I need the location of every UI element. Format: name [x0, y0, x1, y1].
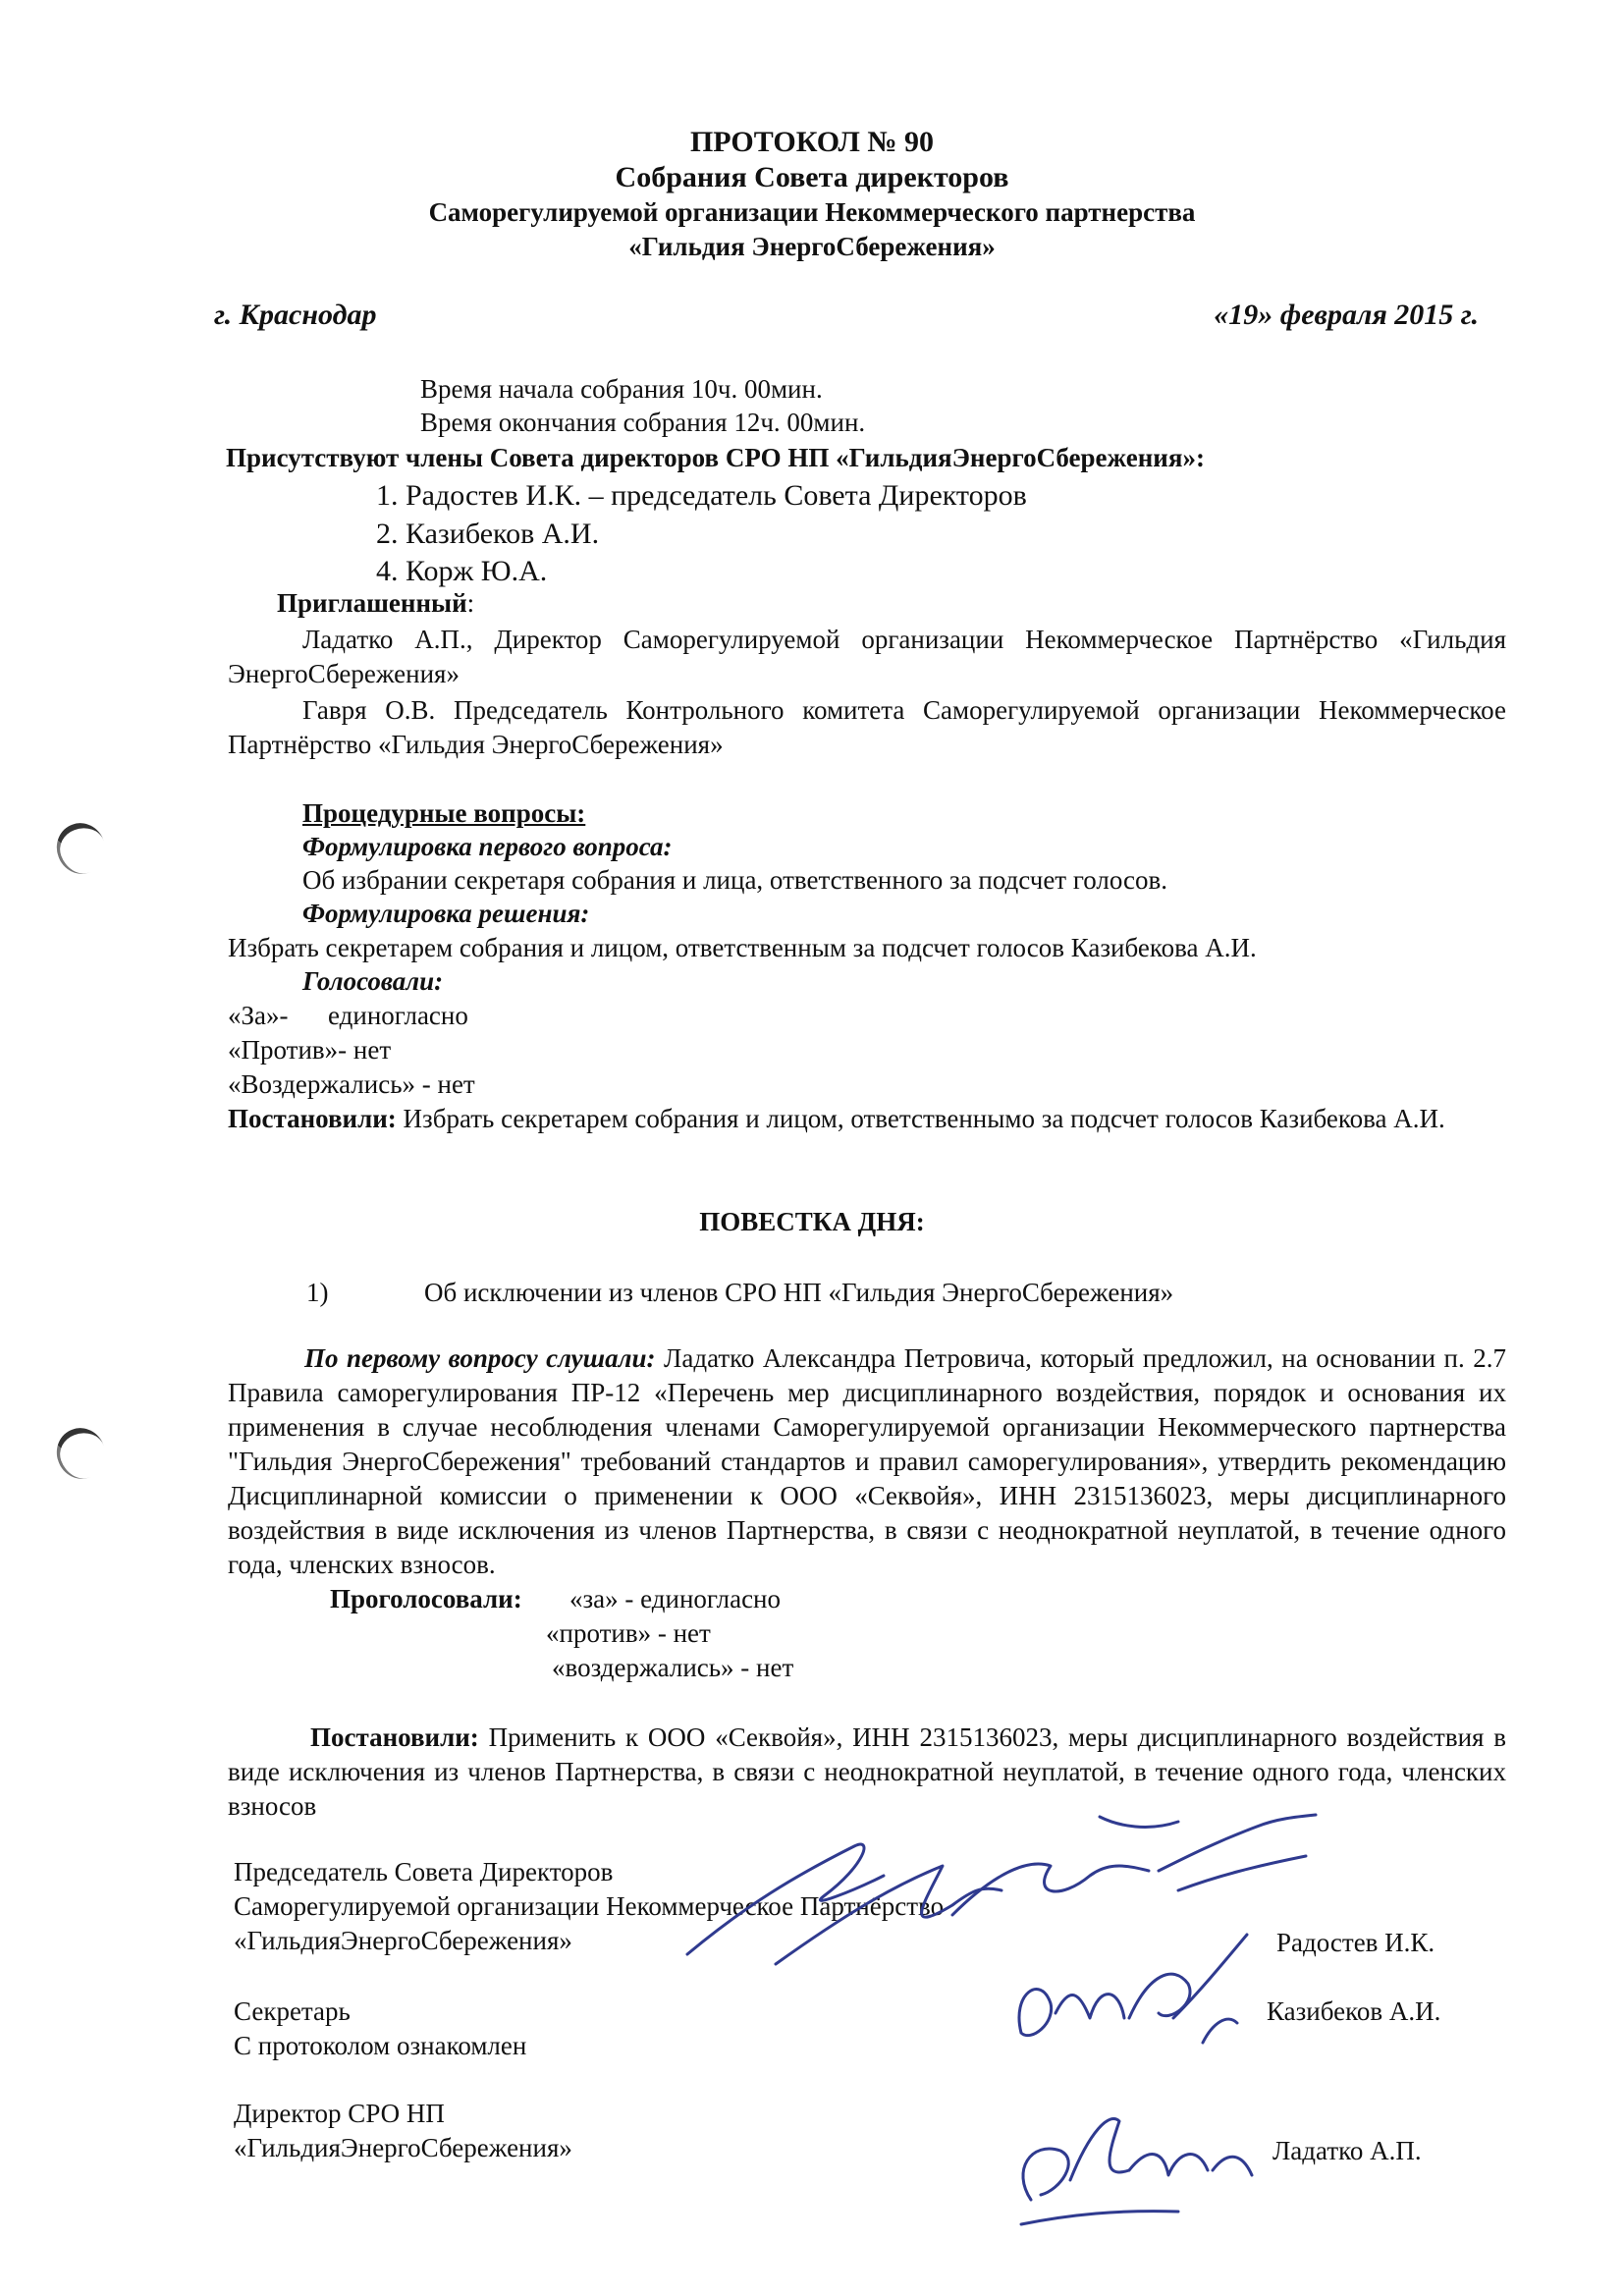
- member-1: 1. Радостев И.К. – председатель Совета Директоров: [376, 479, 1027, 512]
- place: г. Краснодар: [214, 299, 377, 331]
- decision-label: Формулировка решения:: [302, 899, 590, 928]
- secretary-title-1: Секретарь: [234, 1996, 351, 2026]
- vote-against: «Против»- нет: [228, 1035, 392, 1065]
- q1-heard-label: По первому вопросу слушали:: [304, 1343, 656, 1373]
- vote-for: «За»- единогласно: [228, 1001, 468, 1030]
- chair-title-2: Саморегулируемой организации Некоммерческое Партнёрство: [234, 1891, 945, 1921]
- q1-resolved-label: Постановили:: [310, 1722, 479, 1752]
- present-heading: Присутствуют члены Совета директоров СРО НП «ГильдияЭнергоСбережения»:: [226, 443, 1205, 472]
- resolved-text: Избрать секретарем собрания и лицом, ответственнымо за подсчет голосов Казибекова А.И.: [403, 1104, 1445, 1133]
- q1-resolved-text: Применить к ООО «Секвойя», ИНН 2315136023, меры дисциплинарного воздействия в виде исключения из членов Партнерства, в связи с неоднократной неуплатой, в течение одного года, членских взносов: [228, 1722, 1506, 1821]
- invited-1: [228, 623, 1506, 691]
- agenda-item-number: 1): [306, 1278, 329, 1307]
- invited-label: Приглашенный: [277, 588, 467, 618]
- procedural-heading: Процедурные вопросы:: [302, 798, 586, 828]
- q1-vote-for: «за» - единогласно: [569, 1584, 781, 1613]
- votes-label: Голосовали:: [302, 966, 444, 996]
- chair-title-1: Председатель Совета Директоров: [234, 1857, 614, 1886]
- member-3: 4. Корж Ю.А.: [376, 555, 548, 587]
- chair-name: Радостев И.К.: [1276, 1928, 1435, 1957]
- invited-2: [228, 693, 1506, 762]
- question-text: Об избрании секретаря собрания и лица, ответственного за подсчет голосов.: [302, 865, 1168, 895]
- date: «19» февраля 2015 г.: [1214, 299, 1479, 331]
- invited-colon: :: [466, 588, 475, 618]
- invited-heading: [277, 587, 474, 621]
- agenda-item-text: Об исключении из членов СРО НП «Гильдия ЭнергоСбережения»: [424, 1278, 1174, 1307]
- q1-voted-label: Проголосовали:: [330, 1584, 522, 1613]
- resolved-label: Постановили:: [228, 1104, 397, 1133]
- agenda-heading: ПОВЕСТКА ДНЯ:: [699, 1207, 925, 1236]
- question-label: Формулировка первого вопроса:: [302, 832, 673, 861]
- director-title-2: «ГильдияЭнергоСбережения»: [234, 2133, 572, 2162]
- director-title-1: Директор СРО НП: [234, 2099, 445, 2128]
- director-name: Ладатко А.П.: [1272, 2136, 1422, 2165]
- punch-hole-top: [50, 816, 113, 881]
- secretary-title-2: С протоколом ознакомлен: [234, 2031, 527, 2060]
- procedural-resolution: [228, 1102, 1506, 1136]
- director-signature: [1001, 2092, 1276, 2239]
- protocol-subtitle: Собрания Совета директоров: [615, 161, 1009, 193]
- q1-heard-text: Ладатко Александра Петровича, который предложил, на основании п. 2.7 Правила саморегулирования ПР-12 «Перечень мер дисциплинарного воздействия, порядок и основания их применения в случае несоблюдения членами Саморегулируемой организации Некоммерческого партнерства "Гильдия ЭнергоСбережения" требований стандартов и правил саморегулирования», утвердить рекомендацию Дисциплинарной комиссии о применении к ООО «Секвойя», ИНН 2315136023, меры дисциплинарного воздействия в виде исключения из членов Партнерства, в связи с неоднократной неуплатой, в течение одного года, членских взносов.: [228, 1343, 1507, 1579]
- time-start: Время начала собрания 10ч. 00мин.: [420, 374, 823, 404]
- secretary-signature: [1001, 1925, 1257, 2082]
- q1-vote-against: «против» - нет: [546, 1618, 711, 1648]
- invited-2-text: Гавря О.В. Председатель Контрольного комитета Саморегулируемой организации Некоммерческое Партнёрство «Гильдия ЭнергоСбережения»: [228, 695, 1506, 759]
- decision-text: Избрать секретарем собрания и лицом, ответственным за подсчет голосов Казибекова А.И.: [228, 933, 1257, 962]
- secretary-name: Казибеков А.И.: [1267, 1996, 1441, 2026]
- time-end: Время окончания собрания 12ч. 00мин.: [420, 408, 866, 437]
- protocol-title: ПРОТОКОЛ № 90: [689, 126, 935, 158]
- organization-line: Саморегулируемой организации Некоммерческого партнерства: [428, 197, 1196, 227]
- q1-vote-abstain: «воздержались» - нет: [552, 1653, 794, 1682]
- organization-name: «Гильдия ЭнергоСбережения»: [628, 232, 996, 261]
- q1-heard: [228, 1341, 1506, 1582]
- invited-1-text: Ладатко А.П., Директор Саморегулируемой организации Некоммерческое Партнёрство «Гильдия ЭнергоСбережения»: [228, 625, 1506, 688]
- member-2: 2. Казибеков А.И.: [376, 518, 600, 550]
- chair-title-3: «ГильдияЭнергоСбережения»: [234, 1926, 572, 1955]
- vote-abstain: «Воздержались» - нет: [228, 1069, 475, 1099]
- punch-hole-bottom: [50, 1421, 113, 1486]
